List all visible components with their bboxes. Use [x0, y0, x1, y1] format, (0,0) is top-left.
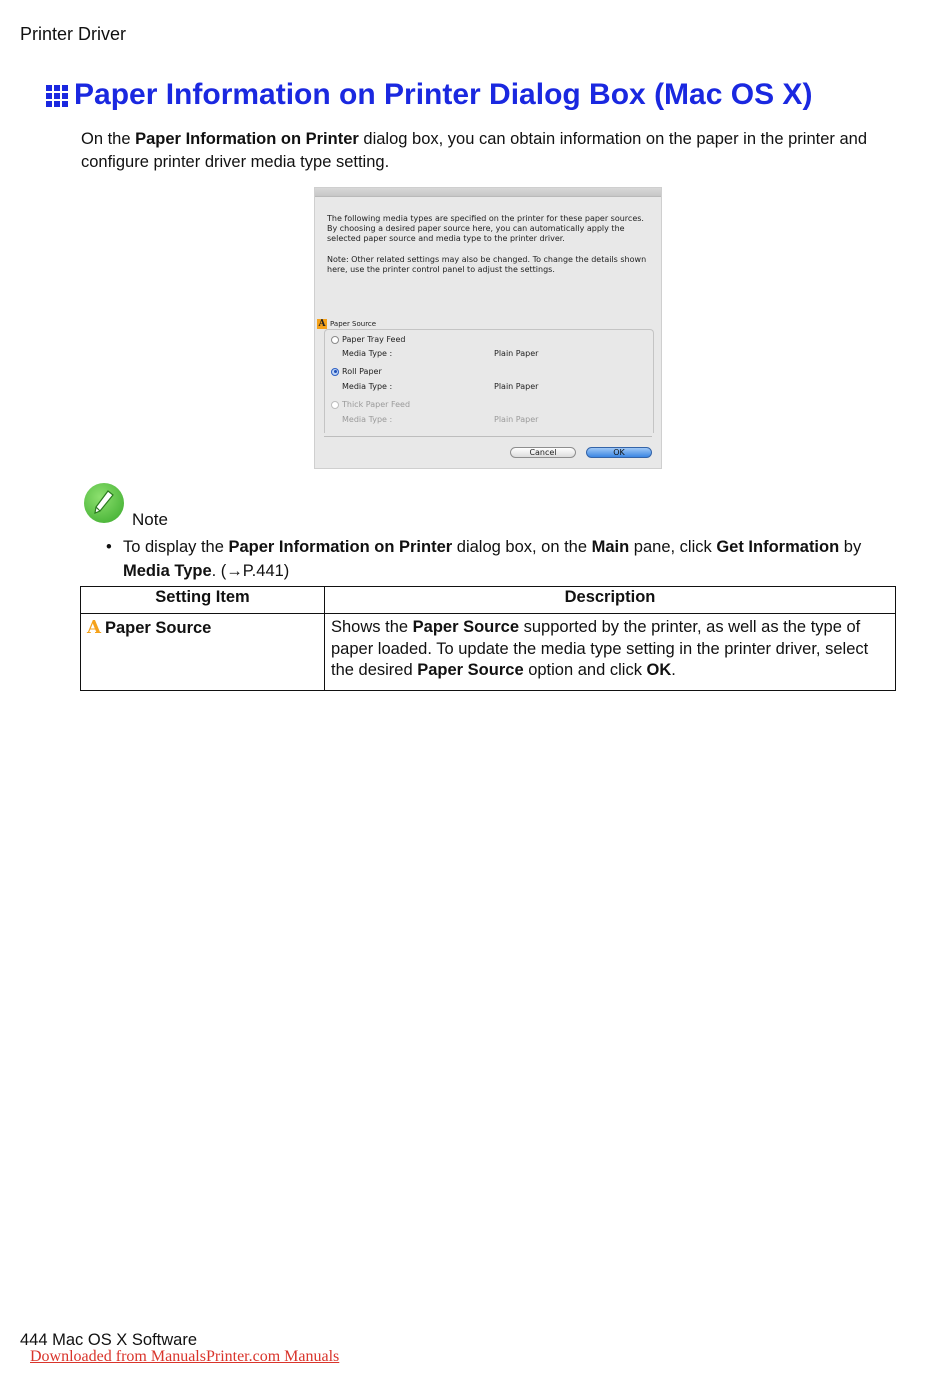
- media-type-value: Plain Paper: [494, 382, 539, 391]
- table-header-row: [81, 587, 896, 614]
- radio-thick-paper-feed: Thick Paper Feed: [331, 400, 410, 409]
- callout-a-letter: A: [87, 617, 101, 638]
- dialog-note-text: Note: Other related settings may also be changed. To change the details shown here, use the printer control panel to adjust the settings.: [327, 254, 647, 274]
- intro-paragraph: On the Paper Information on Printer dialog box, you can obtain information on the paper in the printer and configure printer driver media type setting.: [81, 130, 868, 171]
- dialog-message: [327, 214, 652, 285]
- radio-roll-paper[interactable]: Roll Paper: [331, 367, 382, 376]
- dialog-divider: [324, 436, 652, 437]
- note-pencil-icon: [84, 483, 124, 523]
- note-bullet: [106, 535, 901, 583]
- radio-selected-icon[interactable]: [331, 368, 339, 376]
- note-text: To display the Paper Information on Printer dialog box, on the Main pane, click Get Information by Media Type. (→P.441): [123, 538, 862, 580]
- running-header: Printer Driver: [20, 24, 127, 44]
- grid-bullet-icon: [46, 85, 68, 107]
- media-type-label: Media Type :: [342, 349, 393, 358]
- page-title: Paper Information on Printer Dialog Box (Mac OS X): [74, 78, 813, 111]
- table-row: [81, 614, 896, 691]
- download-link[interactable]: Downloaded from ManualsPrinter.com Manuals: [30, 1348, 340, 1365]
- description-cell: Shows the Paper Source supported by the printer, as well as the type of paper loaded. To update the media type setting in the printer driver, select the desired Paper Source option and click OK.: [325, 614, 896, 691]
- radio-icon[interactable]: [331, 336, 339, 344]
- bullet-dot: •: [106, 538, 112, 556]
- radio-paper-tray-feed[interactable]: Paper Tray Feed: [331, 335, 405, 344]
- note-label: Note: [132, 510, 168, 529]
- setting-item-cell: A Paper Source: [81, 614, 325, 691]
- ok-button[interactable]: OK: [586, 447, 652, 458]
- radio-disabled-icon: [331, 401, 339, 409]
- media-type-label: Media Type :: [342, 415, 393, 424]
- callout-a-badge: A: [318, 319, 326, 329]
- paper-information-dialog: [314, 187, 662, 469]
- dialog-titlebar: [315, 188, 661, 197]
- column-header-setting-item: Setting Item: [81, 587, 325, 614]
- section-heading: [46, 78, 812, 112]
- media-type-value: Plain Paper: [494, 349, 539, 358]
- paper-source-label: A Paper Source: [318, 319, 377, 329]
- column-header-description: Description: [325, 587, 896, 614]
- cancel-button[interactable]: Cancel: [510, 447, 576, 458]
- media-type-value: Plain Paper: [494, 415, 539, 424]
- page-footer: 444 Mac OS X Software: [20, 1331, 197, 1349]
- paper-source-group: [324, 329, 654, 433]
- settings-table: [80, 586, 896, 691]
- media-type-label: Media Type :: [342, 382, 393, 391]
- dialog-message-text: The following media types are specified on the printer for these paper sources. By choosing a desired paper source here, you can automatically apply the selected paper source and media type to the printer driver.: [327, 214, 644, 244]
